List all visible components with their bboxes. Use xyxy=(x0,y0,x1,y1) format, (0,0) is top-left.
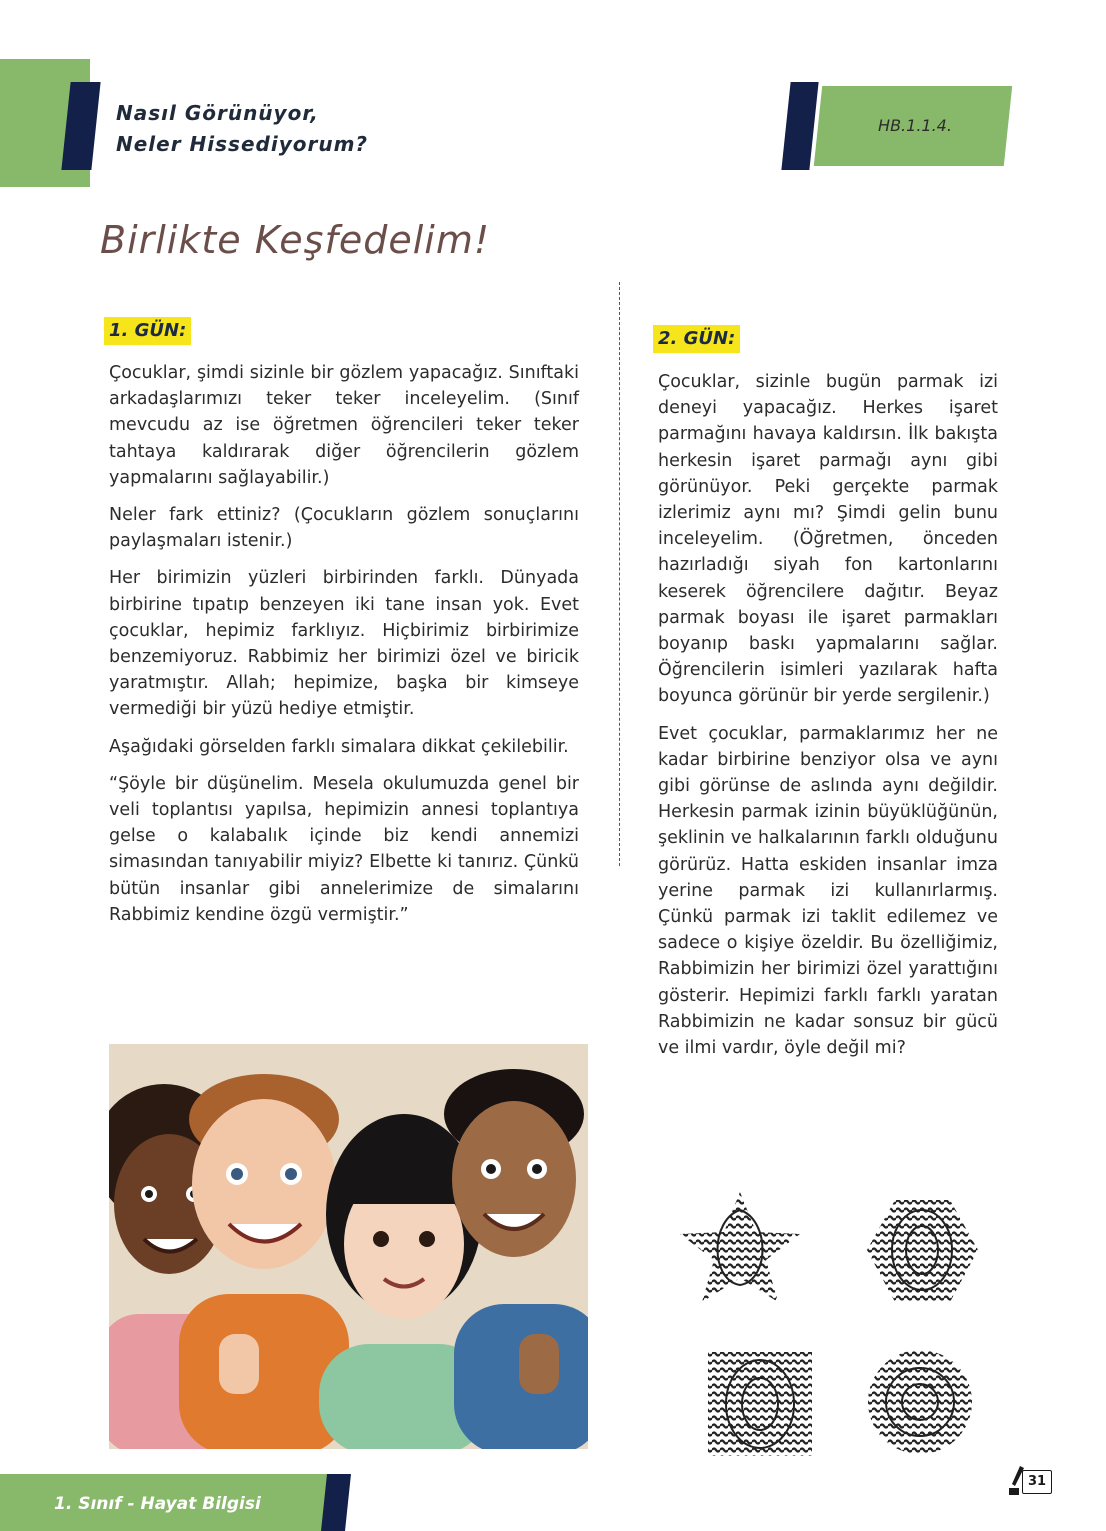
fingerprint-star xyxy=(680,1192,800,1302)
unit-title-line2: Neler Hissediyorum? xyxy=(116,132,369,156)
unit-title xyxy=(116,98,368,160)
fingerprint-hexagon xyxy=(867,1200,978,1302)
day2-paragraph: Çocuklar, sizinle bugün parmak izi deneyi yapacağız. Herkes işaret parmağını havaya kaldırsın. İlk bakışta herkesin işaret parmağı aynı gibi görünüyor. Peki gerçekte parmak izlerimiz aynı mı? Şimdi gelin bunu inceleyelim. (Öğretmen, önceden hazırladığı siyah fon kartonlarını keserek öğrencilere dağıtır. Beyaz parmak boyası ile işaret parmakları boyanıp baskı yapmalarını sağlar. Öğrencilerin isimleri yazılarak hafta boyunca görünür bir yerde sergilenir.) xyxy=(658,372,998,707)
unit-title-line1: Nasıl Görünüyor, xyxy=(116,101,319,125)
day1-heading: 1. GÜN: xyxy=(104,317,191,345)
children-photo xyxy=(109,1044,588,1449)
day2-heading: 2. GÜN: xyxy=(653,325,740,353)
fingerprint-circle xyxy=(868,1350,972,1454)
section-title: Birlikte Keşfedelim! xyxy=(100,218,491,262)
fingerprint-shapes xyxy=(680,1190,1010,1460)
day1-paragraph: Neler fark ettiniz? (Çocukların gözlem sonuçlarını paylaşmaları istenir.) xyxy=(109,505,579,552)
course-label: 1. Sınıf - Hayat Bilgisi xyxy=(54,1494,261,1514)
day2-text xyxy=(658,369,998,1072)
day2-paragraph: Evet çocuklar, parmaklarımız her ne kadar birbirine benziyor olsa ve aynı gibi görünse de aslında aynı değildir. Herkesin parmak izinin büyüklüğünün, şeklinin ve halkalarının farklı olduğunu görürüz. Hatta eskiden insanlar imza yerine parmak izi kullanırlarmış. Çünkü parmak izi taklit edilemez ve sadece o kişiye özeldir. Bu özelliğimiz, Rabbimizin her birimizi özel yarattığını gösterir. Hepimizi farklı farklı yaratan Rabbimizin ne kadar sonsuz bir gücü ve ilmi vardır, öyle değil mi? xyxy=(658,723,998,1059)
outcome-code: HB.1.1.4. xyxy=(878,116,952,135)
day1-paragraph: “Şöyle bir düşünelim. Mesela okulumuzda genel bir veli toplantısı yapılsa, hepimizin annesi toplantıya gelse o kalabalık içinde biz kendi annemizi simasından tanıyabilir miyiz? Elbette ki tanırız. Çünkü bütün insanlar gibi annelerimize de simalarını Rabbimiz kendine özgü vermiştir.” xyxy=(109,773,579,925)
code-navy-bar xyxy=(781,82,818,170)
day1-text xyxy=(109,360,579,939)
day1-paragraph: Her birimizin yüzleri birbirinden farklı. Dünyada birbirine tıpatıp benzeyen iki tane insan yok. Evet çocuklar, hepimiz farklıyız. Hiçbirimiz birbirimize benzemiyoruz. Rabbimiz her birimizi özel ve biricik yaratmıştır. Allah; hepimize, başka bir kimseye vermediği bir yüzü hediye etmiştir. xyxy=(109,568,579,720)
page-number: 31 xyxy=(1027,1474,1047,1489)
day1-paragraph: Aşağıdaki görselden farklı simalara dikkat çekilebilir. xyxy=(109,736,569,757)
fingerprint-square xyxy=(708,1352,812,1456)
day1-paragraph: Çocuklar, şimdi sizinle bir gözlem yapacağız. Sınıftaki arkadaşlarımızı teker teker inceleyelim. (Sınıf mevcudu az ise öğretmen öğrencileri teker teker tahtaya kaldırarak diğer öğrencilerin gözlem yapmalarını sağlayabilir.) xyxy=(109,363,579,488)
column-divider xyxy=(619,282,620,866)
footer-navy-bar xyxy=(321,1474,351,1531)
